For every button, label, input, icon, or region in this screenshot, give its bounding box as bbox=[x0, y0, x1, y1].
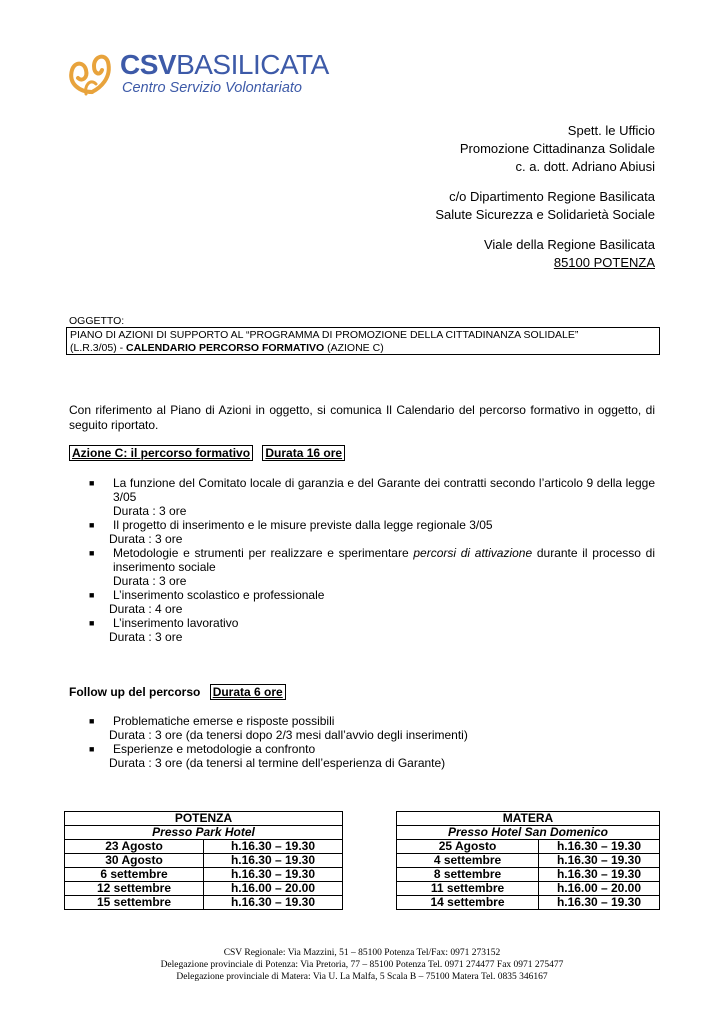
table-row: 25 Agosto h.16.30 – 19.30 bbox=[397, 840, 660, 854]
followup-title: Follow up del percorso bbox=[69, 685, 201, 699]
list-item-duration: Durata : 3 ore bbox=[109, 532, 183, 546]
azione-title: Azione C: il percorso formativo bbox=[69, 445, 253, 461]
table-city: MATERA bbox=[397, 812, 660, 826]
azione-heading bbox=[69, 446, 345, 460]
matera-schedule-table bbox=[396, 811, 660, 910]
azione-list bbox=[69, 476, 655, 644]
bullet-icon: ■ bbox=[89, 618, 95, 628]
subject-line-2: (L.R.3/05) - CALENDARIO PERCORSO FORMATIVO (AZIONE C) bbox=[70, 342, 384, 354]
potenza-schedule-table bbox=[64, 811, 343, 910]
list-item: ■ Il progetto di inserimento e le misure previste dalla legge regionale 3/05 Durata : 3 ore bbox=[69, 518, 655, 546]
table-row: 6 settembre h.16.30 – 19.30 bbox=[65, 868, 343, 882]
table-row: 15 settembre h.16.30 – 19.30 bbox=[65, 896, 343, 910]
list-item-duration: Durata : 3 ore bbox=[113, 574, 187, 588]
table-row: 4 settembre h.16.30 – 19.30 bbox=[397, 854, 660, 868]
addressee-block bbox=[435, 122, 655, 272]
followup-duration: Durata 6 ore bbox=[210, 684, 286, 700]
followup-list bbox=[69, 714, 655, 770]
list-item-duration: Durata : 3 ore bbox=[113, 504, 187, 518]
list-item: ■ Metodologie e strumenti per realizzare e sperimentare percorsi di attivazione durante il processo di inserimento sociale Durata : 3 ore bbox=[89, 546, 656, 588]
table-venue: Presso Park Hotel bbox=[65, 826, 343, 840]
table-row: 12 settembre h.16.00 – 20.00 bbox=[65, 882, 343, 896]
bullet-icon: ■ bbox=[89, 744, 95, 754]
subject-box bbox=[66, 327, 660, 355]
list-item: ■ L’inserimento lavorativo Durata : 3 ore bbox=[69, 616, 655, 644]
bullet-icon: ■ bbox=[89, 590, 95, 600]
csv-logo bbox=[64, 48, 329, 100]
subject-label: OGGETTO: bbox=[69, 315, 125, 327]
table-venue: Presso Hotel San Domenico bbox=[397, 826, 660, 840]
subject-line-1: PIANO DI AZIONI DI SUPPORTO AL “PROGRAMMA DI PROMOZIONE DELLA CITTADINANZA SOLIDALE” bbox=[70, 329, 579, 341]
addressee-department: c/o Dipartimento Regione Basilicata Salute Sicurezza e Solidarietà Sociale bbox=[435, 189, 655, 222]
footer-line: Delegazione provinciale di Potenza: Via Pretoria, 77 – 85100 Potenza Tel. 0971 274477 Fax 0971 275477 bbox=[160, 960, 564, 970]
table-row: 8 settembre h.16.30 – 19.30 bbox=[397, 868, 660, 882]
list-item: ■ La funzione del Comitato locale di garanzia e del Garante dei contratti secondo l’articolo 9 della legge 3/05 Durata : 3 ore bbox=[89, 476, 655, 518]
list-item-duration: Durata : 4 ore bbox=[109, 602, 183, 616]
bullet-icon: ■ bbox=[89, 548, 95, 558]
footer-line: Delegazione provinciale di Matera: Via U. La Malfa, 5 Scala B – 75100 Matera Tel. 0835 346167 bbox=[176, 972, 548, 982]
table-row: 14 settembre h.16.30 – 19.30 bbox=[397, 896, 660, 910]
footer-line: CSV Regionale: Via Mazzini, 51 – 85100 Potenza Tel/Fax: 0971 273152 bbox=[223, 948, 501, 958]
followup-heading bbox=[69, 685, 286, 699]
bullet-icon: ■ bbox=[89, 478, 95, 488]
footer bbox=[0, 947, 724, 983]
bullet-icon: ■ bbox=[89, 520, 95, 530]
table-row: 23 Agosto h.16.30 – 19.30 bbox=[65, 840, 343, 854]
table-city: POTENZA bbox=[65, 812, 343, 826]
intro-paragraph: Con riferimento al Piano di Azioni in oggetto, si comunica Il Calendario del percorso formativo in oggetto, di seguito riportato. bbox=[69, 403, 655, 432]
list-item-duration: Durata : 3 ore bbox=[109, 630, 183, 644]
butterfly-logo-icon bbox=[64, 48, 120, 100]
list-item-duration: Durata : 3 ore (da tenersi dopo 2/3 mesi dall’avvio degli inserimenti) bbox=[109, 728, 468, 742]
logo-wordmark: CSVBASILICATA bbox=[120, 49, 329, 80]
list-item: ■ Esperienze e metodologie a confronto Durata : 3 ore (da tenersi al termine dell’esperienza di Garante) bbox=[69, 742, 655, 770]
table-row: 30 Agosto h.16.30 – 19.30 bbox=[65, 854, 343, 868]
azione-duration: Durata 16 ore bbox=[262, 445, 345, 461]
logo-tagline: Centro Servizio Volontariato bbox=[122, 80, 302, 96]
bullet-icon: ■ bbox=[89, 716, 95, 726]
list-item: ■ L’inserimento scolastico e professionale Durata : 4 ore bbox=[69, 588, 655, 616]
addressee-office: Spett. le Ufficio Promozione Cittadinanza Solidale c. a. dott. Adriano Abiusi bbox=[459, 123, 655, 174]
table-row: 11 settembre h.16.00 – 20.00 bbox=[397, 882, 660, 896]
list-item: ■ Problematiche emerse e risposte possibili Durata : 3 ore (da tenersi dopo 2/3 mesi dall’avvio degli inserimenti) bbox=[69, 714, 655, 742]
addressee-address: Viale della Regione Basilicata 85100 POTENZA bbox=[435, 236, 655, 272]
addressee-city: 85100 POTENZA bbox=[553, 255, 655, 270]
list-item-duration: Durata : 3 ore (da tenersi al termine dell’esperienza di Garante) bbox=[109, 756, 446, 770]
